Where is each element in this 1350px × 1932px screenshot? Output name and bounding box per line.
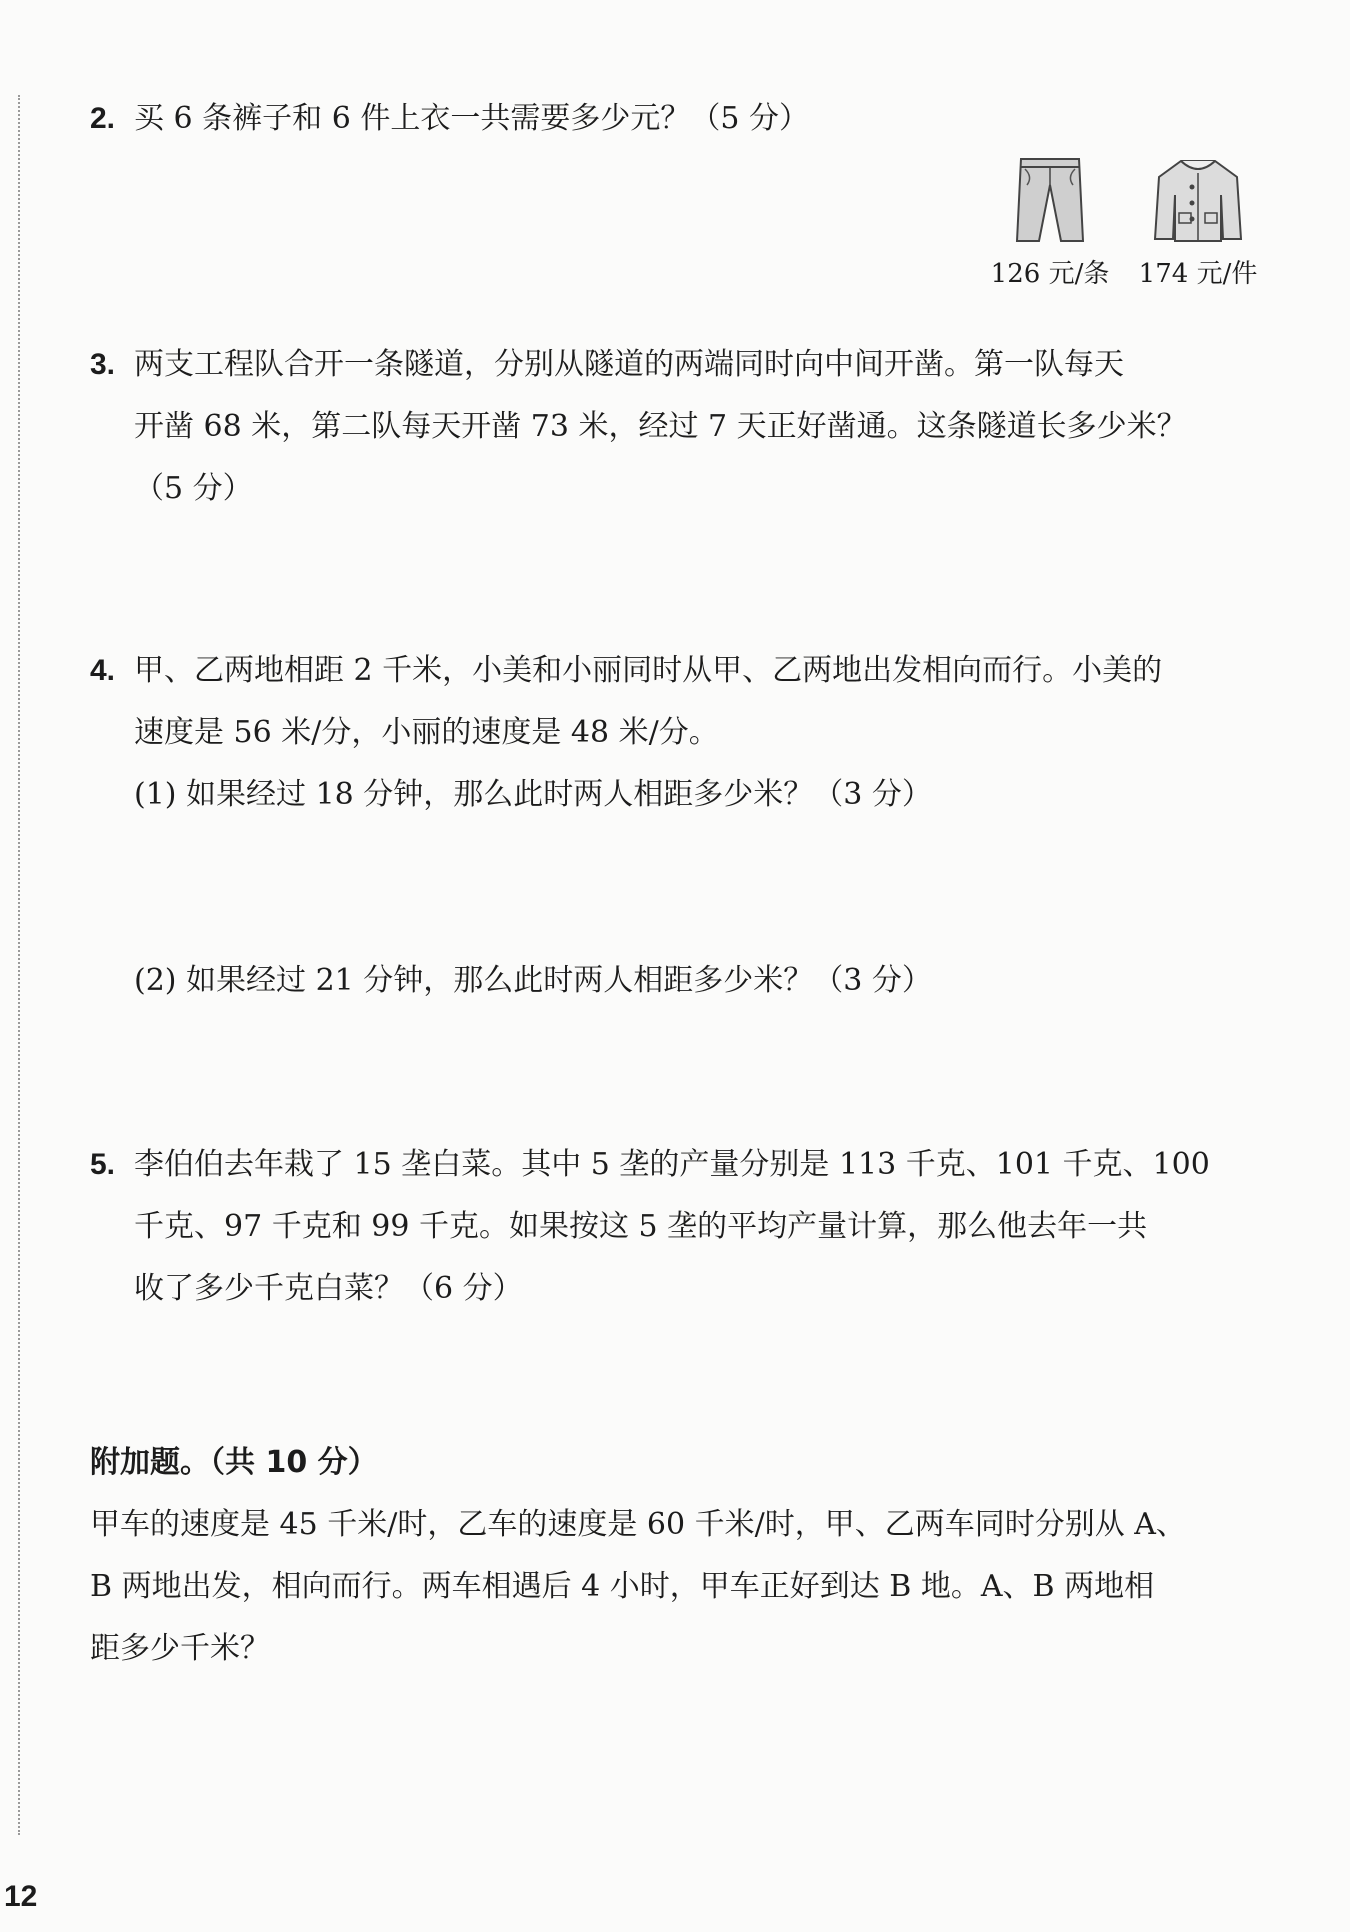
- problem-text-line: 李伯伯去年栽了 15 垄白菜。其中 5 垄的产量分别是 113 千克、101 千克、100: [134, 1147, 1210, 1182]
- problem-3: [90, 334, 1250, 520]
- bonus-section: [90, 1432, 1250, 1680]
- subquestion-1: (1) 如果经过 18 分钟，那么此时两人相距多少米？（3 分）: [134, 777, 932, 812]
- problem-text-line: 甲、乙两地相距 2 千米，小美和小丽同时从甲、乙两地出发相向而行。小美的: [134, 653, 1163, 688]
- problem-4: [90, 640, 1250, 1012]
- pants-item: [975, 155, 1125, 290]
- problem-number: 2.: [90, 102, 116, 135]
- problem-text-line: 开凿 68 米，第二队每天开凿 73 米，经过 7 天正好凿通。这条隧道长多少米？: [134, 409, 1187, 444]
- bonus-title: 附加题。（共 10 分）: [90, 1445, 378, 1480]
- problem-text-line: 买 6 条裤子和 6 件上衣一共需要多少元？（5 分）: [134, 101, 809, 136]
- problem-number: 3.: [90, 348, 116, 381]
- problem-text-line: 两支工程队合开一条隧道，分别从隧道的两端同时向中间开凿。第一队每天: [134, 347, 1124, 382]
- problem-2: [90, 88, 1250, 150]
- problem-5: [90, 1134, 1250, 1320]
- page-number: 12: [4, 1880, 38, 1913]
- problem-number: 4.: [90, 654, 116, 687]
- binding-margin-line: [18, 95, 20, 1835]
- jacket-price: 174 元/件: [1138, 259, 1258, 289]
- bonus-text-line: 距多少千米？: [90, 1631, 270, 1666]
- problem-number: 5.: [90, 1148, 116, 1181]
- problem-text-line: 千克、97 千克和 99 千克。如果按这 5 垄的平均产量计算，那么他去年一共: [134, 1209, 1148, 1244]
- pants-price: 126 元/条: [990, 259, 1110, 289]
- jacket-item: [1123, 155, 1273, 290]
- jacket-icon: [1151, 155, 1245, 245]
- problem-text-line: 收了多少千克白菜？（6 分）: [134, 1271, 523, 1306]
- bonus-text-line: 甲车的速度是 45 千米/时，乙车的速度是 60 千米/时，甲、乙两车同时分别从 A、: [90, 1507, 1186, 1542]
- problem-text-line: 速度是 56 米/分，小丽的速度是 48 米/分。: [134, 715, 719, 750]
- subquestion-2: (2) 如果经过 21 分钟，那么此时两人相距多少米？（3 分）: [134, 963, 932, 998]
- pants-icon: [1013, 155, 1087, 245]
- problem-text-line: （5 分）: [134, 471, 253, 506]
- bonus-text-line: B 两地出发，相向而行。两车相遇后 4 小时，甲车正好到达 B 地。A、B 两地相: [90, 1569, 1155, 1604]
- clothes-illustration: [975, 155, 1275, 295]
